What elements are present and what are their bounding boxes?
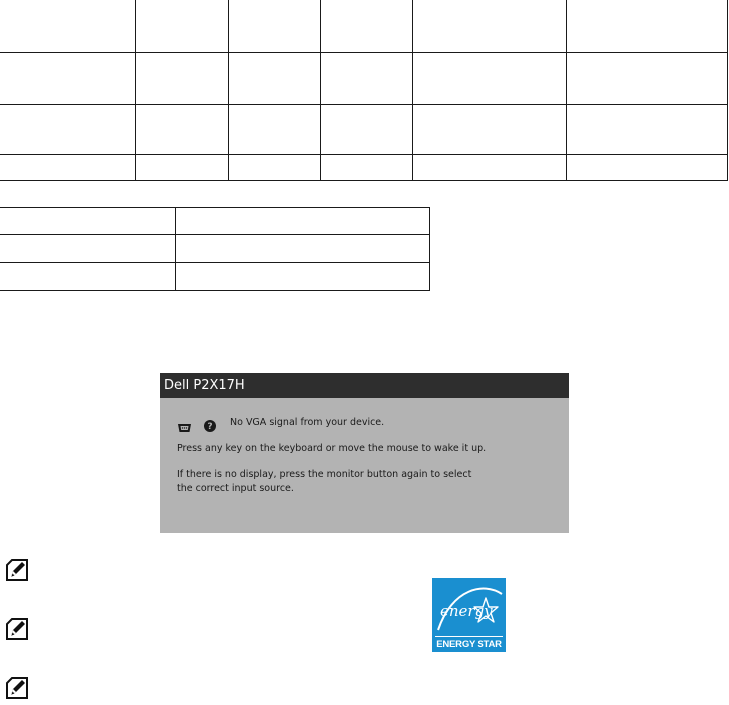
table-cell [135, 0, 228, 52]
energy-star-label: ENERGY STAR [436, 639, 502, 650]
table-cell [0, 235, 175, 263]
table-cell [135, 104, 228, 154]
table-cell [0, 104, 135, 154]
osd-message-box [160, 373, 569, 533]
osd-no-signal-text: No VGA signal from your device. [230, 417, 385, 428]
power-modes-table [0, 0, 728, 181]
table-cell [566, 0, 727, 52]
table-cell [175, 235, 429, 263]
osd-wake-instruction: Press any key on the keyboard or move the mouse to wake it up. [177, 443, 487, 454]
table-cell [0, 0, 135, 52]
table-cell [228, 104, 320, 154]
osd-input-instruction-2: the correct input source. [177, 483, 294, 494]
osd-input-instruction-1: If there is no display, press the monitor button again to select [177, 469, 472, 480]
table-cell [320, 154, 412, 180]
energy-script-text: energy [440, 602, 493, 620]
energy-star-logo [432, 578, 506, 652]
note-pen-icon [4, 616, 30, 642]
table-cell [320, 0, 412, 52]
osd-title: Dell P2X17H [160, 373, 569, 398]
table-cell [412, 0, 566, 52]
power-consumption-table [0, 207, 430, 291]
svg-text:?: ? [207, 422, 213, 432]
table-cell [0, 208, 175, 235]
table-cell [228, 0, 320, 52]
table-cell [412, 154, 566, 180]
table-cell [0, 263, 175, 291]
table-cell [228, 154, 320, 180]
table-cell [228, 52, 320, 104]
note-pen-icon [4, 675, 30, 701]
table-cell [135, 52, 228, 104]
table-cell [320, 52, 412, 104]
table-cell [175, 208, 429, 235]
table-cell [412, 52, 566, 104]
table-cell [412, 104, 566, 154]
table-cell [0, 154, 135, 180]
note-pen-icon [4, 557, 30, 583]
table-cell [566, 52, 727, 104]
question-icon [204, 417, 216, 432]
vga-connector-icon [177, 418, 192, 428]
table-cell [135, 154, 228, 180]
table-cell [320, 104, 412, 154]
table-cell [0, 52, 135, 104]
table-cell [175, 263, 429, 291]
table-cell [566, 154, 727, 180]
table-cell [566, 104, 727, 154]
